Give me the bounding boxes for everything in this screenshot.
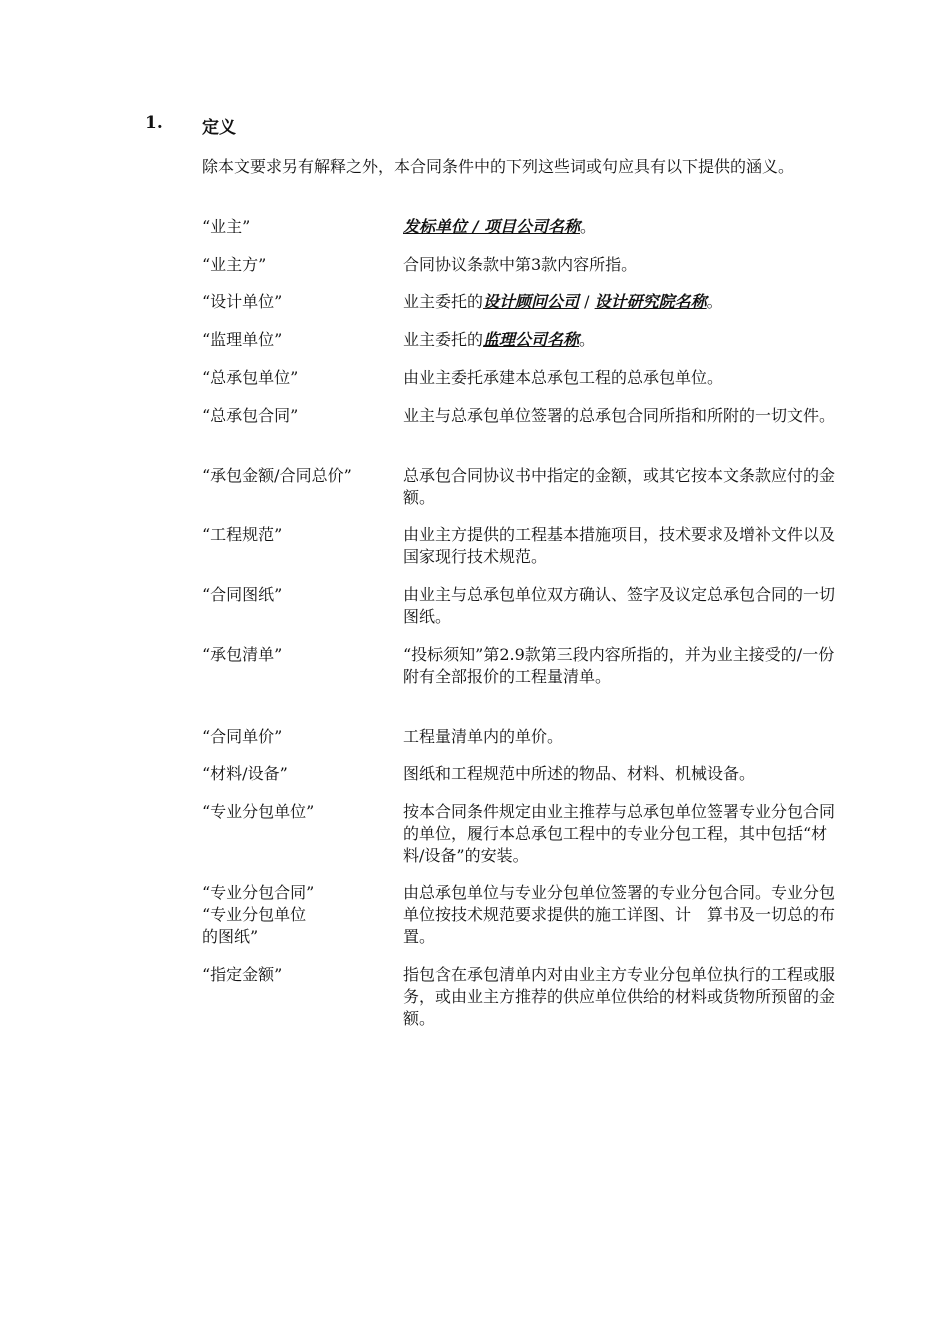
definition-term: “指定金额” xyxy=(202,965,283,984)
definition-text: 由业主方提供的工程基本措施项目，技术要求及增补文件以及国家现行技术规范。 xyxy=(403,525,836,566)
definition-text: 合同协议条款中第3款内容所指。 xyxy=(403,255,638,274)
definition-term: “监理单位” xyxy=(202,330,283,349)
definition-text: 图纸和工程规范中所述的物品、材料、机械设备。 xyxy=(403,764,756,783)
section-title: 定义 xyxy=(202,118,236,138)
definition-term: “合同单价” xyxy=(202,727,283,746)
intro-paragraph: 除本文要求另有解释之外，本合同条件中的下列这些词或句应具有以下提供的涵义。 xyxy=(202,157,795,176)
definition-text: “投标须知”第2.9款第三段内容所指的，并为业主接受的/一份附有全部报价的工程量清单。 xyxy=(403,645,835,686)
definition-term: “材料/设备” xyxy=(202,764,288,783)
definition-term: “业主” xyxy=(202,217,251,236)
placeholder-text: 设计研究院名称 xyxy=(594,292,707,311)
definition-text: 业主委托的监理公司名称。 xyxy=(403,330,596,349)
definition-term: “承包金额/合同总价” xyxy=(202,466,352,485)
definition-text: 按本合同条件规定由业主推荐与总承包单位签署专业分包合同的单位，履行本总承包工程中的专业分包工程，其中包括“材料/设备”的安装。 xyxy=(403,802,836,865)
definition-text: 业主与总承包单位签署的总承包合同所指和所附的一切文件。 xyxy=(403,406,836,425)
definition-text: 发标单位 / 项目公司名称。 xyxy=(403,217,597,236)
placeholder-text: 发标单位 / 项目公司名称 xyxy=(403,217,580,236)
definition-term: “合同图纸” xyxy=(202,585,283,604)
definition-term: “总承包合同” xyxy=(202,406,299,425)
placeholder-text: 监理公司名称 xyxy=(483,330,580,349)
definition-text: 业主委托的设计顾问公司 / 设计研究院名称。 xyxy=(403,292,723,311)
definition-term: “承包清单” xyxy=(202,645,283,664)
definition-text: 由业主与总承包单位双方确认、签字及议定总承包合同的一切图纸。 xyxy=(403,585,836,626)
definition-term: “设计单位” xyxy=(202,292,283,311)
placeholder-text: 设计顾问公司 xyxy=(483,292,580,311)
definition-text: 指包含在承包清单内对由业主方专业分包单位执行的工程或服务，或由业主方推荐的供应单位供给的材料或货物所预留的金额。 xyxy=(403,965,836,1028)
definition-term: “业主方” xyxy=(202,255,267,274)
definition-term: “专业分包合同” “专业分包单位 的图纸” xyxy=(202,883,315,946)
definition-term: “工程规范” xyxy=(202,525,283,544)
definition-term: “专业分包单位” xyxy=(202,802,315,821)
definition-text: 总承包合同协议书中指定的金额，或其它按本文条款应付的金额。 xyxy=(403,466,836,507)
definition-term: “总承包单位” xyxy=(202,368,299,387)
definition-text: 由业主委托承建本总承包工程的总承包单位。 xyxy=(403,368,724,387)
definition-text: 工程量清单内的单价。 xyxy=(403,727,564,746)
section-number: 1. xyxy=(145,113,163,133)
definition-text: 由总承包单位与专业分包单位签署的专业分包合同。专业分包单位按技术规范要求提供的施工详图、计 算书及一切总的布置。 xyxy=(403,883,836,946)
